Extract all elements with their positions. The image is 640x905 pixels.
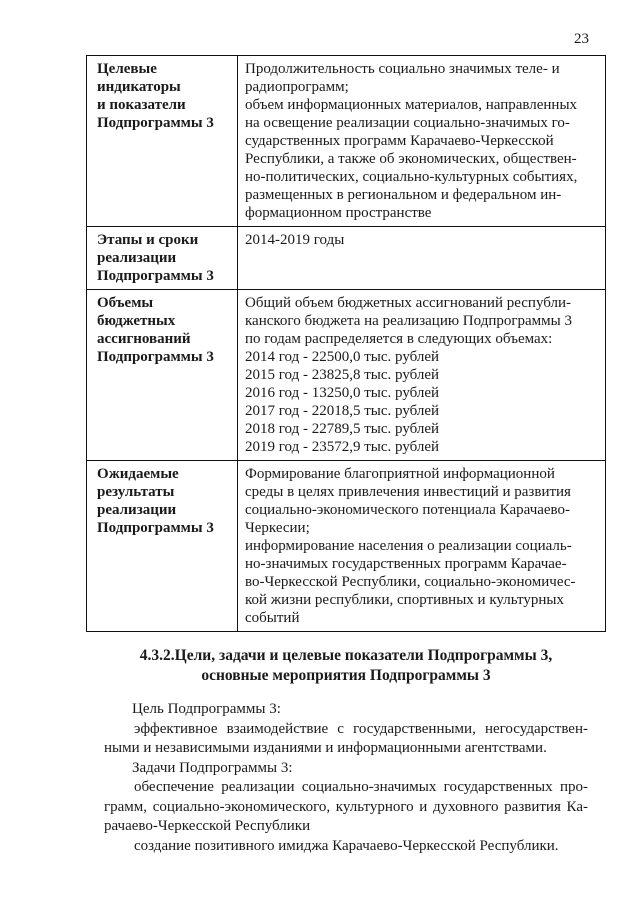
label-line: Подпрограммы 3 — [97, 268, 214, 284]
goal-label: Цель Подпрограммы 3: — [132, 701, 281, 717]
row-label — [87, 56, 238, 227]
content-line: 2015 год - 23825,8 тыс. рублей — [245, 367, 440, 383]
table-row-expected-results — [87, 461, 606, 632]
content-line: социально-экономического потенциала Карачаево- — [245, 502, 571, 518]
label-line: реализации — [97, 502, 177, 518]
table-row-budget — [87, 290, 606, 461]
row-content — [238, 56, 606, 227]
content-line: 2014-2019 годы — [245, 232, 345, 248]
content-line: 2016 год - 13250,0 тыс. рублей — [245, 385, 440, 401]
content-line: объем информационных материалов, направленных — [245, 97, 578, 113]
label-line: Подпрограммы 3 — [97, 115, 214, 131]
content-line: 2014 год - 22500,0 тыс. рублей — [245, 349, 440, 365]
section-heading — [86, 646, 606, 686]
content-line: среды в целях привлечения инвестиций и развития — [245, 484, 571, 500]
label-line: бюджетных — [97, 313, 176, 329]
content-line: по годам распределяется в следующих объемах: — [245, 331, 553, 347]
label-line: и показатели — [97, 97, 186, 113]
content-line: размещенных в региональном и федеральном ин- — [245, 187, 562, 203]
tasks-label: Задачи Подпрограммы 3: — [132, 759, 293, 776]
label-line: индикаторы — [97, 79, 181, 95]
content-line: событий — [245, 610, 300, 626]
subprogram-passport-table — [86, 55, 606, 632]
content-line: Республики, а также об экономических, обществен- — [245, 151, 577, 167]
row-content — [238, 227, 606, 290]
task-item: создание позитивного имиджа Карачаево-Черкесской Республики. — [134, 837, 559, 854]
section-body — [104, 700, 588, 856]
content-line: 2019 год - 23572,9 тыс. рублей — [245, 439, 440, 455]
table-row-stages — [87, 227, 606, 290]
content-line: Черкесии; — [245, 520, 310, 536]
row-content — [238, 290, 606, 461]
label-line: Объемы — [97, 295, 154, 311]
content-line: информирование населения о реализации социаль- — [245, 538, 572, 554]
section-heading-line2: основные мероприятия Подпрограммы 3 — [201, 667, 491, 684]
content-line: во-Черкесской Республики, социально-экономичес- — [245, 574, 576, 590]
content-line: Формирование благоприятной информационной — [245, 466, 555, 482]
content-line: на освещение реализации социально-значимых го- — [245, 115, 570, 131]
row-label — [87, 461, 238, 632]
page-number: 23 — [574, 31, 589, 47]
label-line: Подпрограммы 3 — [97, 520, 214, 536]
label-line: реализации — [97, 250, 177, 266]
row-label — [87, 290, 238, 461]
content-line: 2017 год - 22018,5 тыс. рублей — [245, 403, 440, 419]
row-content — [238, 461, 606, 632]
section-heading-line1: 4.3.2.Цели, задачи и целевые показатели Подпрограммы 3, — [139, 647, 553, 664]
content-line: Общий объем бюджетных ассигнований республи- — [245, 295, 572, 311]
label-line: результаты — [97, 484, 175, 500]
content-line: но-политических, социально-культурных событиях, — [245, 169, 578, 185]
content-line: но-значимых государственных программ Карачае- — [245, 556, 567, 572]
label-line: Подпрограммы 3 — [97, 349, 214, 365]
task-item: обеспечение реализации социально-значимых государственных про-грамм, социально-экономического, культурного и духовного развития Ка-рачаево-Черкесской Республики — [104, 779, 588, 834]
content-line: кой жизни республики, спортивных и культурных — [245, 592, 564, 608]
label-line: Ожидаемые — [97, 466, 179, 482]
content-line: радиопрограмм; — [245, 79, 349, 95]
goal-text: эффективное взаимодействие с государственными, негосударствен-ными и независимыми изданиями и информационными агентствами. — [104, 720, 588, 756]
content-line: канского бюджета на реализацию Подпрограммы 3 — [245, 313, 572, 329]
content-line: формационном пространстве — [245, 205, 432, 221]
content-line: 2018 год - 22789,5 тыс. рублей — [245, 421, 440, 437]
content-line: сударственных программ Карачаево-Черкесской — [245, 133, 554, 149]
label-line: ассигнований — [97, 331, 191, 347]
content-line: Продолжительность социально значимых теле- и — [245, 61, 560, 77]
label-line: Этапы и сроки — [97, 232, 199, 248]
row-label — [87, 227, 238, 290]
table-row-indicators — [87, 56, 606, 227]
label-line: Целевые — [97, 61, 157, 77]
